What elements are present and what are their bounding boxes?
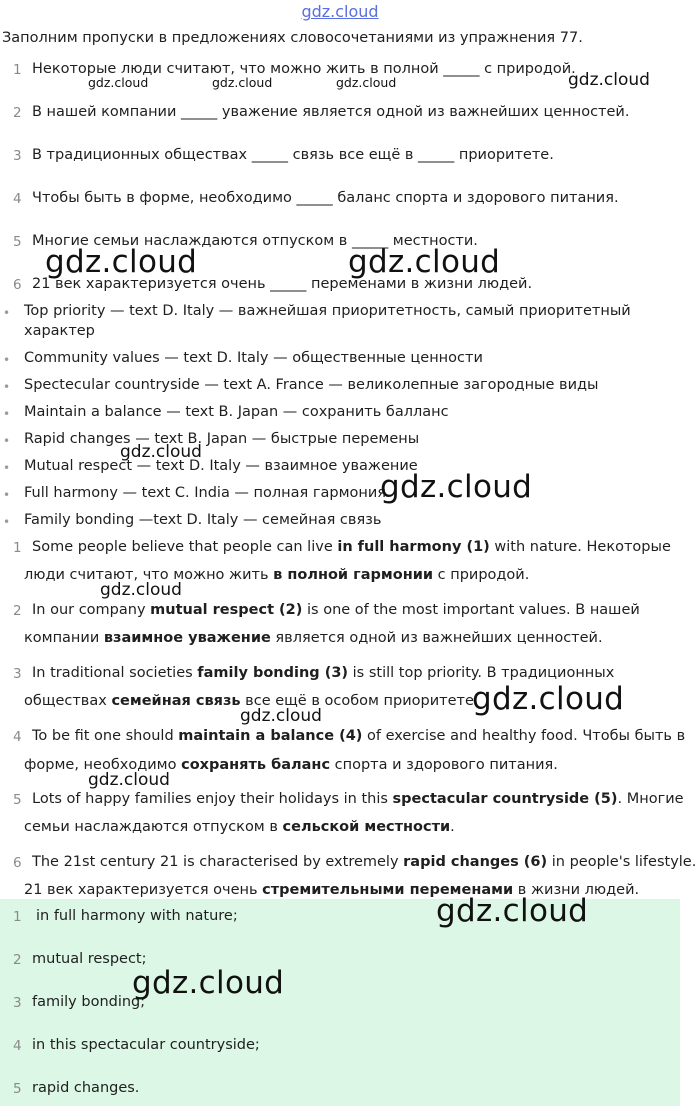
phrase-text: Rapid changes — text B. Japan — быстрые перемены bbox=[24, 431, 420, 447]
solution-line: The 21st century 21 is characterised by extremely rapid changes (6) in people's lifestyle. bbox=[32, 854, 696, 870]
answer-text: family bonding; bbox=[32, 994, 146, 1010]
item-number: 5 bbox=[13, 234, 22, 250]
phrase-text: Community values — text D. Italy — общественные ценности bbox=[24, 350, 483, 366]
item-number: 1 bbox=[13, 909, 22, 925]
item-number: 2 bbox=[13, 105, 22, 121]
bullet-dot-icon: • bbox=[3, 434, 11, 448]
item-number: 4 bbox=[13, 191, 22, 207]
item-number: 3 bbox=[13, 995, 22, 1011]
item-text: Некоторые люди считают, что можно жить в полной _____ с природой. bbox=[32, 61, 576, 77]
solution-translation: форме, необходимо сохранять баланс спорта и здорового питания. bbox=[24, 757, 558, 773]
answer-text: in this spectacular countryside; bbox=[32, 1037, 260, 1053]
item-number: 4 bbox=[13, 1038, 22, 1054]
watermark: gdz.cloud bbox=[380, 469, 533, 505]
bullet-dot-icon: • bbox=[3, 461, 11, 475]
item-number: 2 bbox=[13, 603, 22, 619]
item-number: 1 bbox=[13, 540, 22, 556]
watermark: gdz.cloud bbox=[436, 893, 589, 929]
watermark: gdz.cloud bbox=[348, 244, 501, 280]
item-text: В нашей компании _____ уважение является одной из важнейших ценностей. bbox=[32, 104, 630, 120]
watermark: gdz.cloud bbox=[568, 70, 650, 90]
item-number: 6 bbox=[13, 277, 22, 293]
watermark: gdz.cloud bbox=[88, 770, 170, 790]
phrase-text-cont: характер bbox=[24, 323, 95, 339]
phrase-text: Mutual respect — text D. Italy — взаимное уважение bbox=[24, 458, 418, 474]
item-number: 4 bbox=[13, 729, 22, 745]
item-number: 5 bbox=[13, 1081, 22, 1097]
item-number: 6 bbox=[13, 855, 22, 871]
item-text: 21 век характеризуется очень _____ переменами в жизни людей. bbox=[32, 276, 533, 292]
phrase-text: Full harmony — text C. India — полная гармония bbox=[24, 485, 387, 501]
phrase-text: Maintain a balance — text B. Japan — сохранить балланс bbox=[24, 404, 449, 420]
bullet-dot-icon: • bbox=[3, 407, 11, 421]
item-number: 5 bbox=[13, 792, 22, 808]
watermark: gdz.cloud bbox=[240, 706, 322, 726]
answer-text: rapid changes. bbox=[32, 1080, 140, 1096]
answer-text: in full harmony with nature; bbox=[36, 908, 238, 924]
watermark: gdz.cloud bbox=[212, 75, 273, 90]
item-number: 3 bbox=[13, 666, 22, 682]
exercise-intro: Заполним пропуски в предложениях словосочетаниями из упражнения 77. bbox=[2, 30, 583, 46]
watermark: gdz.cloud bbox=[45, 244, 198, 280]
solution-translation: обществах семейная связь все ещё в особом приоритете. bbox=[24, 693, 479, 709]
solution-translation: семьи наслаждаются отпуском в сельской местности. bbox=[24, 819, 455, 835]
phrase-text: Family bonding —text D. Italy — семейная связь bbox=[24, 512, 382, 528]
item-number: 1 bbox=[13, 62, 22, 78]
bullet-dot-icon: • bbox=[3, 353, 11, 367]
item-number: 2 bbox=[13, 952, 22, 968]
item-number: 3 bbox=[13, 148, 22, 164]
watermark: gdz.cloud bbox=[100, 580, 182, 600]
watermark: gdz.cloud bbox=[336, 75, 397, 90]
site-logo[interactable]: gdz.cloud bbox=[301, 2, 379, 21]
solution-translation: люди считают, что можно жить в полной гармонии с природой. bbox=[24, 567, 530, 583]
bullet-dot-icon: • bbox=[3, 515, 11, 529]
item-text: В традиционных обществах _____ связь все ещё в _____ приоритете. bbox=[32, 147, 554, 163]
solution-line: In our company mutual respect (2) is one of the most important values. В нашей bbox=[32, 602, 640, 618]
solution-line: In traditional societies family bonding (3) is still top priority. В традиционных bbox=[32, 665, 615, 681]
solution-line: Lots of happy families enjoy their holidays in this spectacular countryside (5). Многие bbox=[32, 791, 684, 807]
solution-line: Some people believe that people can live in full harmony (1) with nature. Некоторые bbox=[32, 539, 671, 555]
item-text: Многие семьи наслаждаются отпуском в _____ местности. bbox=[32, 233, 478, 249]
phrase-text: Spectecular countryside — text A. France — великолепные загородные виды bbox=[24, 377, 599, 393]
answer-text: mutual respect; bbox=[32, 951, 147, 967]
bullet-dot-icon: • bbox=[3, 488, 11, 502]
solution-translation: 21 век характеризуется очень стремительными переменами в жизни людей. bbox=[24, 882, 640, 898]
answer-box bbox=[0, 899, 680, 1106]
item-text: Чтобы быть в форме, необходимо _____ баланс спорта и здорового питания. bbox=[32, 190, 619, 206]
watermark: gdz.cloud bbox=[132, 965, 285, 1001]
bullet-dot-icon: • bbox=[3, 306, 11, 320]
solution-line: To be fit one should maintain a balance (4) of exercise and healthy food. Чтобы быть в bbox=[32, 728, 686, 744]
watermark: gdz.cloud bbox=[120, 442, 202, 462]
watermark: gdz.cloud bbox=[472, 681, 625, 717]
phrase-text: Top priority — text D. Italy — важнейшая приоритетность, самый приоритетный bbox=[24, 303, 631, 319]
bullet-dot-icon: • bbox=[3, 380, 11, 394]
watermark: gdz.cloud bbox=[88, 75, 149, 90]
solution-translation: компании взаимное уважение является одной из важнейших ценностей. bbox=[24, 630, 603, 646]
